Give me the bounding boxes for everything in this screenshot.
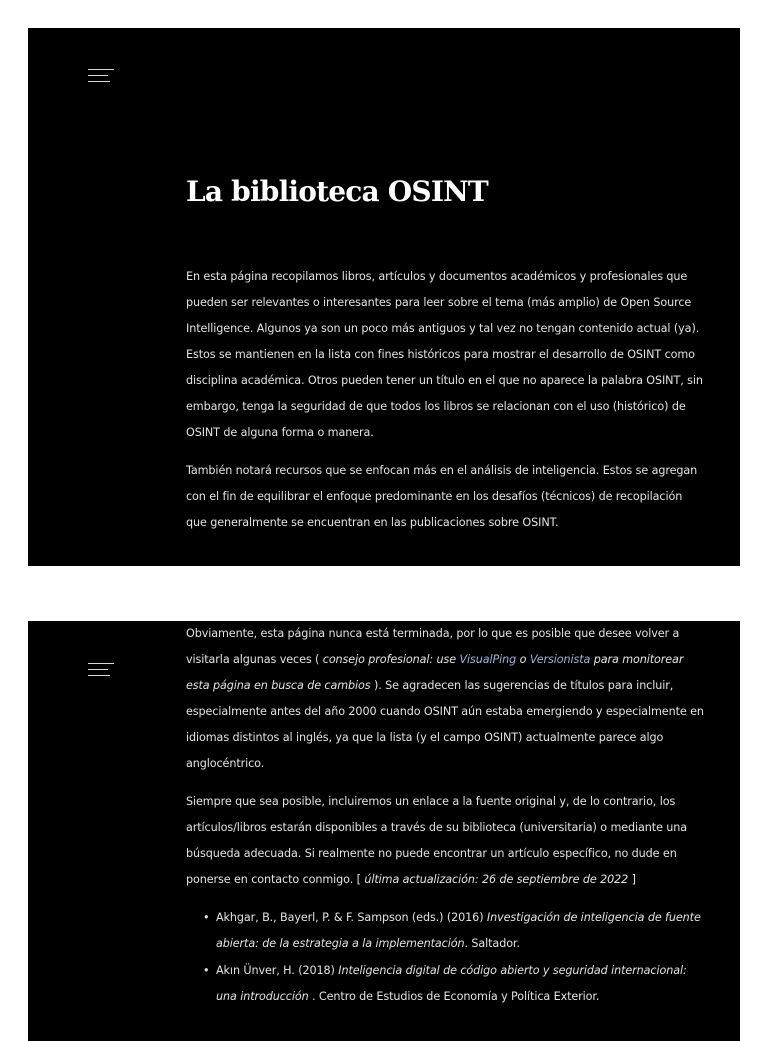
sources-text-end: ]	[628, 873, 636, 886]
visualping-link[interactable]: VisualPing	[459, 653, 517, 666]
reference-authors: Akın Ünver, H. (2018)	[216, 964, 339, 977]
updates-text: Obviamente, esta página nunca está terminada, por lo que es posible que desee volver a visitarla algunas veces (	[186, 627, 680, 666]
menu-line	[88, 663, 114, 664]
reference-title: Inteligencia digital de código abierto y seguridad internacional: una introducción	[216, 964, 687, 1003]
updates-text-end: ). Se agradecen las sugerencias de títulos para incluir, especialmente antes del año 2000 cuando OSINT aún estaba emergiendo y especialmente en idiomas distintos al inglés, ya que la lista (y el campo OSINT) actualmente parece algo anglocéntrico.	[186, 679, 704, 770]
or-text: o	[516, 653, 530, 666]
menu-line	[88, 75, 108, 76]
intro-section	[28, 28, 740, 566]
versionista-link[interactable]: Versionista	[529, 653, 591, 666]
reference-authors: Akhgar, B., Bayerl, P. & F. Sampson (eds.) (2016)	[216, 911, 487, 924]
intro-paragraph-1: En esta página recopilamos libros, artículos y documentos académicos y profesionales que pueden ser relevantes o interesantes para leer sobre el tema (más amplio) de Open Source Intelligence. Algunos ya son un poco más antiguos y tal vez no tengan contenido actual (ya). Estos se mantienen en la lista con fines históricos para mostrar el desarrollo de OSINT como disciplina académica. Otros pueden tener un título en el que no aparece la palabra OSINT, sin embargo, tenga la seguridad de que todos los libros se relacionan con el uso (histórico) de OSINT de alguna forma o manera.	[186, 270, 703, 439]
pro-tip-text: consejo profesional: use	[322, 653, 460, 666]
intro-content	[186, 172, 706, 548]
reference-item	[216, 958, 706, 1010]
library-content	[186, 621, 706, 1011]
menu-line	[88, 675, 110, 676]
hamburger-menu-icon[interactable]	[88, 663, 114, 677]
reference-item	[216, 905, 706, 957]
library-section	[28, 621, 740, 1041]
last-updated: última actualización: 26 de septiembre de 2022	[364, 873, 629, 886]
reference-list	[186, 905, 706, 1010]
menu-line	[88, 669, 108, 670]
sources-text: Siempre que sea posible, incluiremos un enlace a la fuente original y, de lo contrario, los artículos/libros estarán disponibles a través de su biblioteca (universitaria) o mediante una búsqueda adecuada. Si realmente no puede encontrar un artículo específico, no dude en ponerse en contacto conmigo. [	[186, 795, 688, 886]
sources-paragraph	[186, 789, 706, 893]
menu-line	[88, 69, 114, 70]
reference-publisher: . Centro de Estudios de Economía y Política Exterior.	[308, 990, 600, 1003]
reference-title: Investigación de inteligencia de fuente abierta: de la estrategia a la implementación	[216, 911, 701, 950]
reference-publisher: . Saltador.	[464, 937, 520, 950]
hamburger-menu-icon[interactable]	[88, 69, 114, 83]
updates-paragraph	[186, 621, 706, 777]
intro-paragraph-2: También notará recursos que se enfocan más en el análisis de inteligencia. Estos se agregan con el fin de equilibrar el enfoque predominante en los desafíos (técnicos) de recopilación que generalmente se encuentran en las publicaciones sobre OSINT.	[186, 464, 698, 529]
page-title: La biblioteca OSINT	[186, 175, 488, 208]
pro-tip-end: para monitorear esta página en busca de cambios	[186, 653, 684, 692]
menu-line	[88, 81, 110, 82]
